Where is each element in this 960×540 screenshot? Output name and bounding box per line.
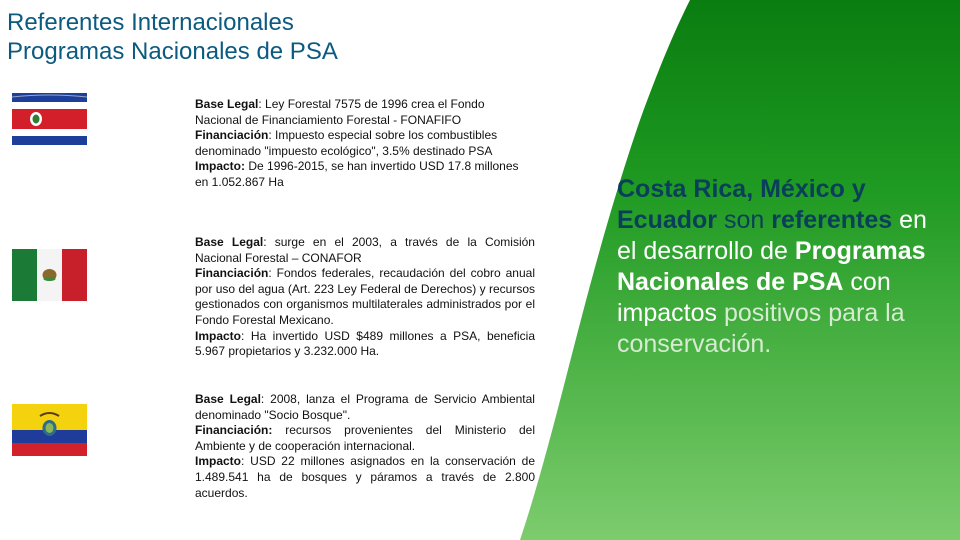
mexico-info-block <box>195 235 535 360</box>
costa-rica-info-block <box>195 97 525 191</box>
costa-rica-flag-icon <box>12 93 87 145</box>
costa-rica-base-legal: Base Legal: Ley Forestal 7575 de 1996 crea el Fondo Nacional de Financiamiento Forestal - FONAFIFO <box>195 97 485 127</box>
ecuador-flag-icon <box>12 404 87 456</box>
summary-text: Costa Rica, México y Ecuador son referentes en el desarrollo de Programas Nacionales de PSA con impactos positivos para la conservación. <box>617 175 927 358</box>
costa-rica-impacto: Impacto: De 1996-2015, se han invertido USD 17.8 millones en 1.052.867 Ha <box>195 159 519 189</box>
title-line-2: Programas Nacionales de PSA <box>7 38 338 65</box>
mexico-flag-icon <box>12 249 87 301</box>
ecuador-base-legal: Base Legal: 2008, lanza el Programa de Servicio Ambiental denominado "Socio Bosque". <box>195 392 535 422</box>
mexico-financiacion: Financiación: Fondos federales, recaudación del cobro anual por uso del agua (Art. 223 Ley Federal de Derechos) y recursos gestionados con organismos multilaterales administrados por el Fondo Forestal Mexicano. <box>195 266 535 327</box>
page-title <box>7 8 338 66</box>
ecuador-financiacion: Financiación: recursos provenientes del Ministerio del Ambiente y de cooperación internacional. <box>195 423 535 453</box>
mexico-base-legal: Base Legal: surge en el 2003, a través de la Comisión Nacional Forestal – CONAFOR <box>195 235 535 265</box>
title-line-1: Referentes Internacionales <box>7 9 294 36</box>
ecuador-impacto: Impacto: USD 22 millones asignados en la conservación de 1.489.541 ha de bosques y páramos a través de 2.800 acuerdos. <box>195 454 535 500</box>
summary-programas: Programas Nacionales de PSA <box>617 237 926 296</box>
costa-rica-financiacion: Financiación: Impuesto especial sobre los combustibles denominado "impuesto ecológico", 3.5% destinado PSA <box>195 128 498 158</box>
ecuador-info-block <box>195 392 535 501</box>
summary-countries: Costa Rica, México y Ecuador <box>617 175 866 234</box>
mexico-impacto: Impacto: Ha invertido USD $489 millones a PSA, beneficia 5.967 propietarios y 3.232.000 Ha. <box>195 328 535 359</box>
summary-referentes: referentes <box>771 206 893 234</box>
